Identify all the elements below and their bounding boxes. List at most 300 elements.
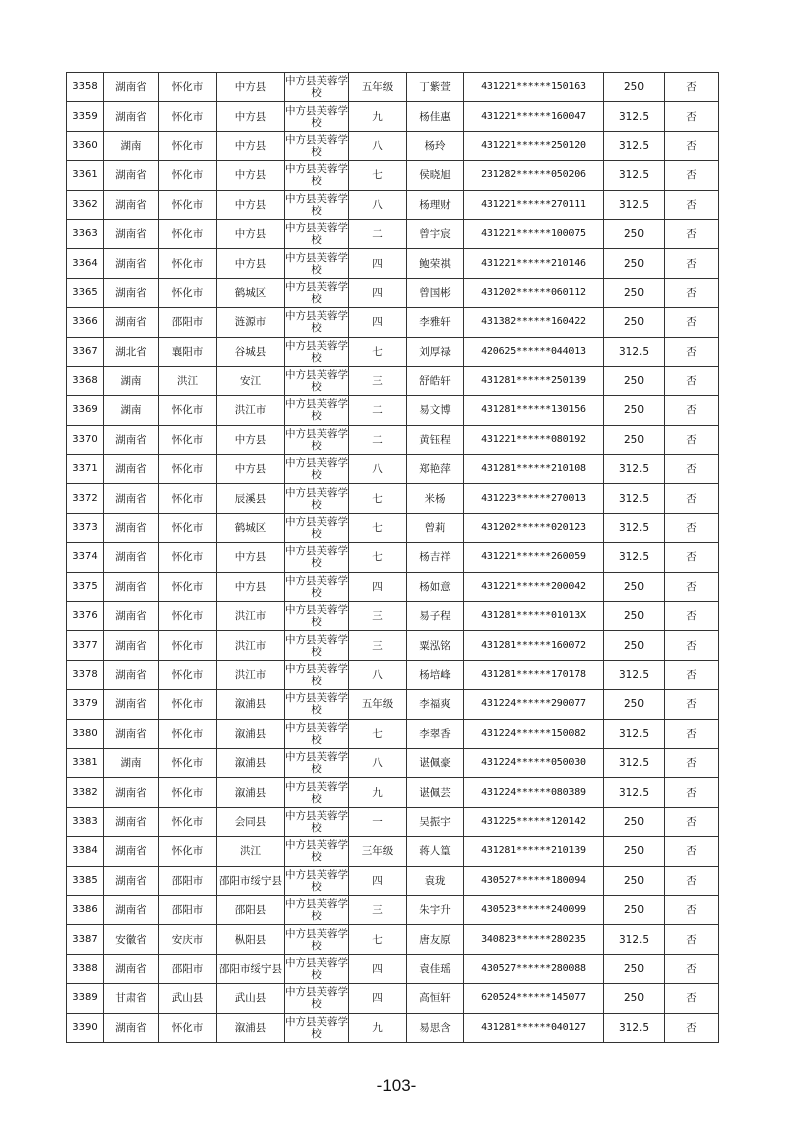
county-cell: 邵阳市绥宁县 [217, 954, 285, 983]
school-cell: 中方县芙蓉学校 [285, 631, 349, 660]
school-cell: 中方县芙蓉学校 [285, 425, 349, 454]
grade-cell: 九 [349, 1013, 407, 1042]
city-cell: 怀化市 [159, 219, 217, 248]
page-number: -103- [376, 1076, 417, 1095]
flag-cell: 否 [665, 249, 719, 278]
amount-cell: 312.5 [604, 102, 665, 131]
name-cell: 曾宇宸 [407, 219, 464, 248]
amount-cell: 250 [604, 366, 665, 395]
city-cell: 怀化市 [159, 278, 217, 307]
county-cell: 中方县 [217, 455, 285, 484]
school-cell: 中方县芙蓉学校 [285, 602, 349, 631]
amount-cell: 312.5 [604, 513, 665, 542]
amount-cell: 312.5 [604, 161, 665, 190]
name-cell: 易思含 [407, 1013, 464, 1042]
id-number-cell: 430527******180094 [464, 866, 604, 895]
table-row [67, 660, 719, 689]
school-cell: 中方县芙蓉学校 [285, 308, 349, 337]
grade-cell: 三 [349, 895, 407, 924]
row-number: 3372 [67, 484, 104, 513]
city-cell: 怀化市 [159, 778, 217, 807]
city-cell: 怀化市 [159, 73, 217, 102]
grade-cell: 五年级 [349, 73, 407, 102]
id-number-cell: 431224******080389 [464, 778, 604, 807]
grade-cell: 七 [349, 543, 407, 572]
id-number-cell: 431224******150082 [464, 719, 604, 748]
grade-cell: 四 [349, 572, 407, 601]
city-cell: 怀化市 [159, 249, 217, 278]
row-number: 3365 [67, 278, 104, 307]
school-cell: 中方县芙蓉学校 [285, 719, 349, 748]
province-cell: 湖南省 [104, 161, 159, 190]
row-number: 3359 [67, 102, 104, 131]
school-cell: 中方县芙蓉学校 [285, 866, 349, 895]
amount-cell: 250 [604, 807, 665, 836]
name-cell: 谌佩芸 [407, 778, 464, 807]
flag-cell: 否 [665, 719, 719, 748]
school-cell: 中方县芙蓉学校 [285, 366, 349, 395]
table-row [67, 602, 719, 631]
school-cell: 中方县芙蓉学校 [285, 895, 349, 924]
flag-cell: 否 [665, 925, 719, 954]
id-number-cell: 430523******240099 [464, 895, 604, 924]
school-cell: 中方县芙蓉学校 [285, 778, 349, 807]
id-number-cell: 431221******250120 [464, 131, 604, 160]
table-row [67, 278, 719, 307]
school-cell: 中方县芙蓉学校 [285, 337, 349, 366]
province-cell: 湖南省 [104, 660, 159, 689]
county-cell: 中方县 [217, 190, 285, 219]
province-cell: 湖南省 [104, 690, 159, 719]
name-cell: 李雅轩 [407, 308, 464, 337]
id-number-cell: 431281******170178 [464, 660, 604, 689]
school-cell: 中方县芙蓉学校 [285, 690, 349, 719]
amount-cell: 250 [604, 278, 665, 307]
row-number: 3370 [67, 425, 104, 454]
grade-cell: 九 [349, 102, 407, 131]
table-row [67, 396, 719, 425]
grade-cell: 八 [349, 748, 407, 777]
id-number-cell: 431202******020123 [464, 513, 604, 542]
id-number-cell: 431281******210139 [464, 837, 604, 866]
county-cell: 中方县 [217, 131, 285, 160]
amount-cell: 250 [604, 866, 665, 895]
school-cell: 中方县芙蓉学校 [285, 543, 349, 572]
row-number: 3361 [67, 161, 104, 190]
grade-cell: 八 [349, 660, 407, 689]
name-cell: 杨理财 [407, 190, 464, 219]
name-cell: 杨佳惠 [407, 102, 464, 131]
amount-cell: 250 [604, 837, 665, 866]
city-cell: 怀化市 [159, 719, 217, 748]
name-cell: 袁佳瑶 [407, 954, 464, 983]
county-cell: 辰溪县 [217, 484, 285, 513]
name-cell: 侯晓旭 [407, 161, 464, 190]
school-cell: 中方县芙蓉学校 [285, 748, 349, 777]
province-cell: 安徽省 [104, 925, 159, 954]
row-number: 3368 [67, 366, 104, 395]
id-number-cell: 431221******160047 [464, 102, 604, 131]
flag-cell: 否 [665, 778, 719, 807]
amount-cell: 250 [604, 602, 665, 631]
school-cell: 中方县芙蓉学校 [285, 131, 349, 160]
city-cell: 襄阳市 [159, 337, 217, 366]
id-number-cell: 430527******280088 [464, 954, 604, 983]
province-cell: 甘肃省 [104, 984, 159, 1013]
grade-cell: 一 [349, 807, 407, 836]
id-number-cell: 431221******200042 [464, 572, 604, 601]
county-cell: 鹤城区 [217, 278, 285, 307]
county-cell: 枞阳县 [217, 925, 285, 954]
city-cell: 怀化市 [159, 1013, 217, 1042]
table-row [67, 690, 719, 719]
amount-cell: 250 [604, 73, 665, 102]
school-cell: 中方县芙蓉学校 [285, 190, 349, 219]
amount-cell: 312.5 [604, 131, 665, 160]
grade-cell: 四 [349, 984, 407, 1013]
amount-cell: 250 [604, 425, 665, 454]
student-table-container [66, 72, 718, 1043]
county-cell: 溆浦县 [217, 778, 285, 807]
school-cell: 中方县芙蓉学校 [285, 954, 349, 983]
row-number: 3382 [67, 778, 104, 807]
grade-cell: 四 [349, 308, 407, 337]
flag-cell: 否 [665, 396, 719, 425]
school-cell: 中方县芙蓉学校 [285, 660, 349, 689]
grade-cell: 四 [349, 866, 407, 895]
flag-cell: 否 [665, 366, 719, 395]
flag-cell: 否 [665, 308, 719, 337]
school-cell: 中方县芙蓉学校 [285, 807, 349, 836]
province-cell: 湖南省 [104, 631, 159, 660]
table-row [67, 513, 719, 542]
row-number: 3373 [67, 513, 104, 542]
row-number: 3381 [67, 748, 104, 777]
province-cell: 湖南省 [104, 837, 159, 866]
city-cell: 邵阳市 [159, 954, 217, 983]
name-cell: 高恒轩 [407, 984, 464, 1013]
amount-cell: 312.5 [604, 484, 665, 513]
grade-cell: 四 [349, 278, 407, 307]
flag-cell: 否 [665, 631, 719, 660]
id-number-cell: 431281******130156 [464, 396, 604, 425]
name-cell: 鲍荣祺 [407, 249, 464, 278]
grade-cell: 七 [349, 161, 407, 190]
name-cell: 刘厚禄 [407, 337, 464, 366]
grade-cell: 三 [349, 631, 407, 660]
flag-cell: 否 [665, 425, 719, 454]
city-cell: 怀化市 [159, 161, 217, 190]
county-cell: 洪江市 [217, 631, 285, 660]
flag-cell: 否 [665, 73, 719, 102]
amount-cell: 250 [604, 984, 665, 1013]
id-number-cell: 431281******210108 [464, 455, 604, 484]
name-cell: 杨如意 [407, 572, 464, 601]
school-cell: 中方县芙蓉学校 [285, 1013, 349, 1042]
table-row [67, 748, 719, 777]
amount-cell: 250 [604, 954, 665, 983]
table-row [67, 866, 719, 895]
student-table [66, 72, 719, 1043]
province-cell: 湖南省 [104, 308, 159, 337]
city-cell: 怀化市 [159, 102, 217, 131]
table-row [67, 131, 719, 160]
table-row [67, 954, 719, 983]
amount-cell: 250 [604, 895, 665, 924]
city-cell: 怀化市 [159, 807, 217, 836]
name-cell: 丁紫萱 [407, 73, 464, 102]
id-number-cell: 620524******145077 [464, 984, 604, 1013]
row-number: 3371 [67, 455, 104, 484]
name-cell: 郑艳萍 [407, 455, 464, 484]
amount-cell: 312.5 [604, 1013, 665, 1042]
grade-cell: 七 [349, 513, 407, 542]
flag-cell: 否 [665, 131, 719, 160]
county-cell: 中方县 [217, 73, 285, 102]
amount-cell: 312.5 [604, 190, 665, 219]
school-cell: 中方县芙蓉学校 [285, 102, 349, 131]
table-row [67, 425, 719, 454]
city-cell: 怀化市 [159, 543, 217, 572]
school-cell: 中方县芙蓉学校 [285, 73, 349, 102]
id-number-cell: 431221******260059 [464, 543, 604, 572]
province-cell: 湖南省 [104, 73, 159, 102]
name-cell: 杨培峰 [407, 660, 464, 689]
table-body [67, 73, 719, 1043]
flag-cell: 否 [665, 984, 719, 1013]
city-cell: 怀化市 [159, 837, 217, 866]
id-number-cell: 431202******060112 [464, 278, 604, 307]
id-number-cell: 431382******160422 [464, 308, 604, 337]
city-cell: 怀化市 [159, 631, 217, 660]
id-number-cell: 340823******280235 [464, 925, 604, 954]
row-number: 3375 [67, 572, 104, 601]
province-cell: 湖南省 [104, 895, 159, 924]
id-number-cell: 431281******160072 [464, 631, 604, 660]
name-cell: 曾莉 [407, 513, 464, 542]
grade-cell: 八 [349, 190, 407, 219]
flag-cell: 否 [665, 513, 719, 542]
id-number-cell: 431224******290077 [464, 690, 604, 719]
province-cell: 湖南省 [104, 954, 159, 983]
grade-cell: 二 [349, 396, 407, 425]
row-number: 3376 [67, 602, 104, 631]
amount-cell: 312.5 [604, 660, 665, 689]
province-cell: 湖南省 [104, 455, 159, 484]
province-cell: 湖南 [104, 748, 159, 777]
flag-cell: 否 [665, 660, 719, 689]
city-cell: 洪江 [159, 366, 217, 395]
grade-cell: 七 [349, 719, 407, 748]
name-cell: 曾国彬 [407, 278, 464, 307]
school-cell: 中方县芙蓉学校 [285, 984, 349, 1013]
school-cell: 中方县芙蓉学校 [285, 455, 349, 484]
province-cell: 湖南省 [104, 1013, 159, 1042]
name-cell: 吴振宇 [407, 807, 464, 836]
county-cell: 中方县 [217, 425, 285, 454]
name-cell: 谌佩豪 [407, 748, 464, 777]
county-cell: 邵阳市绥宁县 [217, 866, 285, 895]
grade-cell: 二 [349, 425, 407, 454]
id-number-cell: 431221******150163 [464, 73, 604, 102]
school-cell: 中方县芙蓉学校 [285, 925, 349, 954]
id-number-cell: 231282******050206 [464, 161, 604, 190]
flag-cell: 否 [665, 161, 719, 190]
province-cell: 湖南 [104, 396, 159, 425]
city-cell: 怀化市 [159, 748, 217, 777]
table-row [67, 102, 719, 131]
table-row [67, 484, 719, 513]
city-cell: 怀化市 [159, 484, 217, 513]
school-cell: 中方县芙蓉学校 [285, 837, 349, 866]
name-cell: 舒皓轩 [407, 366, 464, 395]
table-row [67, 249, 719, 278]
city-cell: 怀化市 [159, 425, 217, 454]
flag-cell: 否 [665, 807, 719, 836]
province-cell: 湖南省 [104, 102, 159, 131]
table-row [67, 719, 719, 748]
county-cell: 中方县 [217, 219, 285, 248]
table-row [67, 807, 719, 836]
name-cell: 朱宇升 [407, 895, 464, 924]
row-number: 3388 [67, 954, 104, 983]
province-cell: 湖北省 [104, 337, 159, 366]
id-number-cell: 431225******120142 [464, 807, 604, 836]
grade-cell: 三 [349, 602, 407, 631]
city-cell: 邵阳市 [159, 895, 217, 924]
row-number: 3363 [67, 219, 104, 248]
province-cell: 湖南省 [104, 602, 159, 631]
city-cell: 怀化市 [159, 396, 217, 425]
flag-cell: 否 [665, 602, 719, 631]
row-number: 3377 [67, 631, 104, 660]
city-cell: 怀化市 [159, 455, 217, 484]
table-row [67, 778, 719, 807]
flag-cell: 否 [665, 543, 719, 572]
row-number: 3364 [67, 249, 104, 278]
row-number: 3380 [67, 719, 104, 748]
grade-cell: 八 [349, 455, 407, 484]
grade-cell: 三年级 [349, 837, 407, 866]
school-cell: 中方县芙蓉学校 [285, 278, 349, 307]
city-cell: 邵阳市 [159, 866, 217, 895]
city-cell: 怀化市 [159, 572, 217, 601]
table-row [67, 543, 719, 572]
table-row [67, 366, 719, 395]
province-cell: 湖南 [104, 366, 159, 395]
table-row [67, 161, 719, 190]
grade-cell: 七 [349, 484, 407, 513]
city-cell: 武山县 [159, 984, 217, 1013]
row-number: 3390 [67, 1013, 104, 1042]
flag-cell: 否 [665, 102, 719, 131]
province-cell: 湖南省 [104, 807, 159, 836]
flag-cell: 否 [665, 190, 719, 219]
province-cell: 湖南省 [104, 778, 159, 807]
county-cell: 洪江市 [217, 396, 285, 425]
province-cell: 湖南 [104, 131, 159, 160]
amount-cell: 312.5 [604, 748, 665, 777]
row-number: 3387 [67, 925, 104, 954]
name-cell: 李翠香 [407, 719, 464, 748]
id-number-cell: 420625******044013 [464, 337, 604, 366]
row-number: 3386 [67, 895, 104, 924]
id-number-cell: 431221******100075 [464, 219, 604, 248]
school-cell: 中方县芙蓉学校 [285, 161, 349, 190]
name-cell: 米杨 [407, 484, 464, 513]
county-cell: 会同县 [217, 807, 285, 836]
amount-cell: 312.5 [604, 719, 665, 748]
row-number: 3362 [67, 190, 104, 219]
name-cell: 粟泓铭 [407, 631, 464, 660]
county-cell: 中方县 [217, 543, 285, 572]
grade-cell: 四 [349, 954, 407, 983]
county-cell: 溆浦县 [217, 748, 285, 777]
flag-cell: 否 [665, 572, 719, 601]
flag-cell: 否 [665, 455, 719, 484]
table-row [67, 337, 719, 366]
name-cell: 李福爽 [407, 690, 464, 719]
school-cell: 中方县芙蓉学校 [285, 249, 349, 278]
flag-cell: 否 [665, 219, 719, 248]
table-row [67, 219, 719, 248]
school-cell: 中方县芙蓉学校 [285, 484, 349, 513]
table-row [67, 73, 719, 102]
county-cell: 邵阳县 [217, 895, 285, 924]
row-number: 3366 [67, 308, 104, 337]
id-number-cell: 431281******040127 [464, 1013, 604, 1042]
province-cell: 湖南省 [104, 278, 159, 307]
id-number-cell: 431221******210146 [464, 249, 604, 278]
table-row [67, 190, 719, 219]
row-number: 3358 [67, 73, 104, 102]
province-cell: 湖南省 [104, 249, 159, 278]
row-number: 3389 [67, 984, 104, 1013]
city-cell: 怀化市 [159, 190, 217, 219]
province-cell: 湖南省 [104, 425, 159, 454]
name-cell: 杨玲 [407, 131, 464, 160]
table-row [67, 925, 719, 954]
city-cell: 邵阳市 [159, 308, 217, 337]
province-cell: 湖南省 [104, 190, 159, 219]
flag-cell: 否 [665, 895, 719, 924]
province-cell: 湖南省 [104, 866, 159, 895]
county-cell: 溆浦县 [217, 690, 285, 719]
school-cell: 中方县芙蓉学校 [285, 219, 349, 248]
table-row [67, 308, 719, 337]
row-number: 3383 [67, 807, 104, 836]
county-cell: 武山县 [217, 984, 285, 1013]
county-cell: 涟源市 [217, 308, 285, 337]
grade-cell: 二 [349, 219, 407, 248]
id-number-cell: 431281******01013X [464, 602, 604, 631]
county-cell: 溆浦县 [217, 1013, 285, 1042]
amount-cell: 250 [604, 219, 665, 248]
county-cell: 中方县 [217, 249, 285, 278]
row-number: 3379 [67, 690, 104, 719]
grade-cell: 四 [349, 249, 407, 278]
county-cell: 中方县 [217, 161, 285, 190]
row-number: 3369 [67, 396, 104, 425]
flag-cell: 否 [665, 837, 719, 866]
city-cell: 怀化市 [159, 513, 217, 542]
school-cell: 中方县芙蓉学校 [285, 396, 349, 425]
county-cell: 中方县 [217, 102, 285, 131]
row-number: 3367 [67, 337, 104, 366]
amount-cell: 312.5 [604, 925, 665, 954]
name-cell: 唐友原 [407, 925, 464, 954]
flag-cell: 否 [665, 748, 719, 777]
